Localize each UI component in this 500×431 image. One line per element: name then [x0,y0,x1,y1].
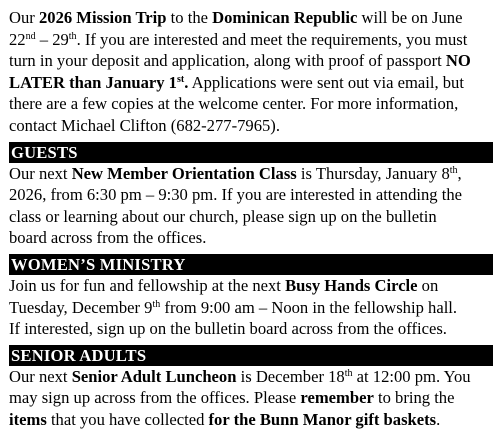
text-line [9,93,493,115]
text-line [9,72,493,94]
text: may sign up across from the offices. Please [9,388,301,408]
text-line [9,409,493,431]
text: to bring the [373,388,455,408]
bulletin-page [9,7,493,431]
emphasis-text: remember [300,388,374,408]
emphasis-text: items [9,409,47,429]
deadline-emphasis: . [184,72,189,92]
ordinal-suffix: th [68,30,77,42]
section-header-womens-ministry: WOMEN’S MINISTRY [9,254,493,275]
section-header-senior-adults: SENIOR ADULTS [9,345,493,366]
ordinal-suffix: nd [25,30,36,42]
destination-name: Dominican Republic [212,8,358,27]
text-line [9,275,493,297]
mission-trip-name: 2026 Mission Trip [38,8,167,27]
womens-ministry-paragraph [9,275,493,340]
text: from 9:00 am – Noon in the fellowship hall. [160,297,458,317]
mission-trip-paragraph [9,7,493,137]
text: on [417,275,439,295]
emphasis-text: for the Bunn Manor gift baskets [208,409,437,429]
text: there are a few copies at the welcome center. For more information, [9,94,459,114]
text: that you have collected [46,409,209,429]
text: 2026, from 6:30 pm – 9:30 pm. If you are interested in attending the [9,185,463,205]
text-line [9,163,493,185]
contact-text: contact Michael Clifton (682-277-7965). [9,115,280,135]
ordinal-suffix: th [449,164,458,176]
text: If interested, sign up on the bulletin board across from the offices. [9,319,447,339]
text-line [9,115,493,137]
deadline-emphasis: NO [445,51,471,71]
text: will be on June [357,8,463,27]
text-line [9,7,493,29]
text: – 29 [35,29,69,49]
text-line [9,227,493,249]
deadline-emphasis: LATER than January 1 [9,72,177,92]
text: . [436,409,441,429]
text-line [9,318,493,340]
text-line [9,184,493,206]
text-line [9,206,493,228]
text-line [9,50,493,72]
text-line [9,366,493,388]
ordinal-suffix: st [176,73,185,85]
ordinal-suffix: th [344,367,353,379]
text-line [9,29,493,51]
text-line [9,387,493,409]
text: is December 18 [236,366,345,386]
event-name: Senior Adult Luncheon [71,366,237,386]
text: to the [166,8,213,27]
text: . If you are interested and meet the requirements, you must [76,29,468,49]
text: board across from the offices. [9,228,207,248]
guests-paragraph [9,163,493,249]
event-name: New Member Orientation Class [71,163,297,183]
section-header-guests: GUESTS [9,142,493,163]
text: Our next [9,163,72,183]
text: Applications were sent out via email, but [188,72,464,92]
event-name: Busy Hands Circle [285,275,418,295]
text: 22 [9,29,26,49]
text: Our [9,8,39,27]
ordinal-suffix: th [152,298,161,310]
text: is Thursday, January 8 [296,163,450,183]
text: turn in your deposit and application, along with proof of passport [9,51,446,71]
text: Tuesday, December 9 [9,297,153,317]
text: class or learning about our church, please sign up on the bulletin [9,206,437,226]
text: , [457,163,462,183]
text-line [9,297,493,319]
text: Our next [9,366,72,386]
text: at 12:00 pm. You [352,366,471,386]
text: Join us for fun and fellowship at the next [9,275,286,295]
